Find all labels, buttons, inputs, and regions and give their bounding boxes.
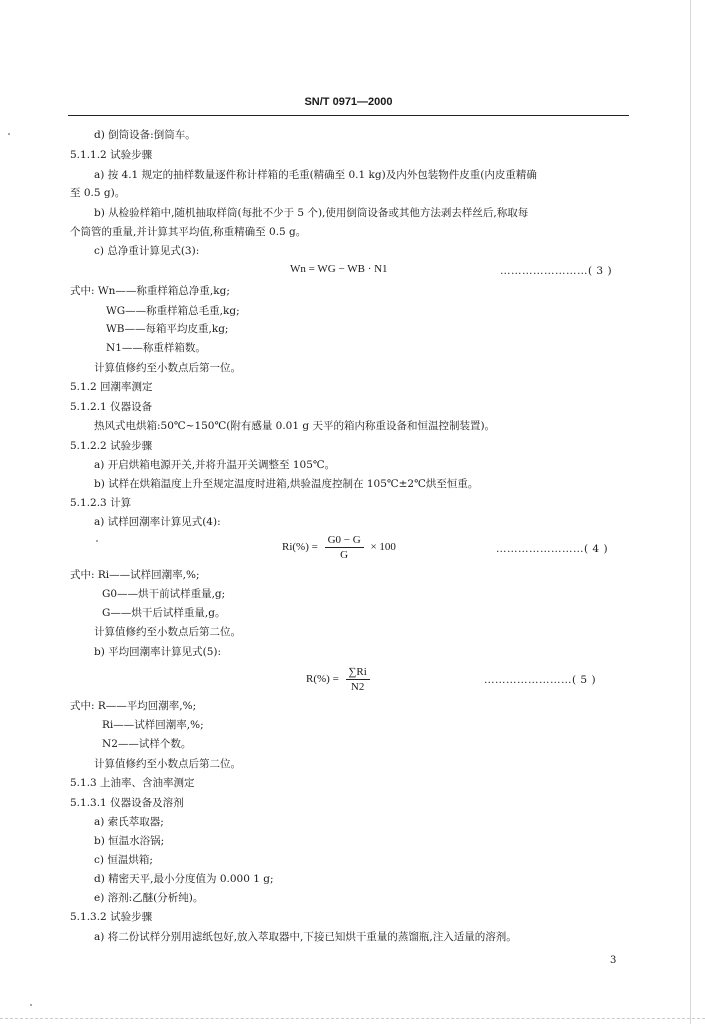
section-heading: 5.1.2.1 仪器设备: [70, 401, 153, 413]
header-rule: [68, 115, 629, 116]
section-heading: 5.1.3.1 仪器设备及溶剂: [70, 797, 184, 809]
list-item: a) 试样回潮率计算见式(4):: [94, 516, 221, 528]
definition-line: 式中: R——平均回潮率,%;: [70, 700, 197, 712]
list-item: c) 恒温烘箱;: [94, 854, 153, 866]
definition-line: N2——试样个数。: [102, 738, 192, 750]
formula-5-numerator: ∑Ri: [346, 665, 370, 680]
section-heading: 5.1.2.2 试验步骤: [70, 440, 153, 452]
list-item: e) 溶剂:乙醚(分析纯)。: [94, 892, 204, 904]
list-item: b) 试样在烘箱温度上升至规定温度时进箱,烘验温度控制在 105℃±2℃烘至恒重。: [94, 478, 479, 490]
definition-line: WG——称重样箱总毛重,kg;: [106, 305, 240, 317]
standard-number-header: SN/T 0971—2000: [304, 96, 393, 108]
paragraph-line: 计算值修约至小数点后第二位。: [94, 758, 241, 770]
formula-3: Wn = WG − WB · N1: [290, 263, 388, 275]
definition-line: 式中: Wn——称重样箱总净重,kg;: [70, 285, 230, 297]
formula-4-lhs: Ri(%) =: [282, 541, 318, 554]
paragraph-line: 计算值修约至小数点后第一位。: [94, 362, 241, 374]
scan-speck: [96, 540, 98, 542]
definition-line: 式中: Ri——试样回潮率,%;: [70, 569, 200, 581]
paragraph-line: 热风式电烘箱:50℃~150℃(附有感量 0.01 g 天平的箱内称重设备和恒温控制装置)。: [94, 420, 496, 432]
formula-4-numerator: G0 − G: [325, 533, 364, 548]
scan-bottom-line: [0, 1018, 705, 1019]
list-item: d) 倒筒设备:倒筒车。: [94, 129, 196, 141]
formula-5: [306, 665, 374, 694]
formula-4: [282, 533, 396, 562]
section-heading: 5.1.2.3 计算: [70, 497, 132, 509]
list-item: b) 平均回潮率计算见式(5):: [94, 646, 222, 658]
equation-number-4: ……………………( 4 ): [496, 543, 609, 555]
definition-line: G0——烘干前试样重量,g;: [102, 588, 226, 600]
section-heading: 5.1.3.2 试验步骤: [70, 911, 153, 923]
list-item: a) 将二份试样分别用滤纸包好,放入萃取器中,下接已知烘干重量的蒸馏瓶,注入适量的溶剂。: [94, 931, 517, 943]
list-item: a) 索氏萃取器;: [94, 816, 164, 828]
definition-line: N1——称重样箱数。: [106, 342, 206, 354]
paragraph-line: a) 按 4.1 规定的抽样数量逐件称计样箱的毛重(精确至 0.1 kg)及内外包装物件皮重(内皮重精确: [94, 169, 537, 181]
list-item: b) 恒温水浴锅;: [94, 835, 165, 847]
equation-number-5: ……………………( 5 ): [484, 674, 597, 686]
list-item: d) 精密天平,最小分度值为 0.000 1 g;: [94, 873, 274, 885]
paragraph-line: 个筒管的重量,并计算其平均值,称重精确至 0.5 g。: [70, 226, 307, 238]
definition-line: G——烘干后试样重量,g。: [102, 607, 226, 619]
section-heading: 5.1.1.2 试验步骤: [70, 149, 153, 161]
equation-number-3: ……………………( 3 ): [500, 265, 613, 277]
formula-5-lhs: R(%) =: [306, 673, 339, 686]
formula-4-fraction: [325, 533, 364, 562]
formula-4-denominator: G: [340, 549, 349, 561]
paragraph-line: 至 0.5 g)。: [70, 187, 126, 199]
paragraph-line: 计算值修约至小数点后第二位。: [94, 626, 241, 638]
formula-5-denominator: N2: [350, 681, 365, 693]
paragraph-line: c) 总净重计算见式(3):: [94, 245, 200, 257]
formula-4-tail: × 100: [370, 541, 396, 554]
definition-line: Ri——试样回潮率,%;: [102, 719, 204, 731]
scan-speck: [8, 133, 10, 135]
page-number: 3: [610, 955, 617, 966]
section-heading: 5.1.2 回潮率测定: [70, 381, 153, 393]
section-heading: 5.1.3 上油率、含油率测定: [70, 777, 195, 789]
definition-line: WB——每箱平均皮重,kg;: [106, 323, 229, 335]
formula-5-fraction: [346, 665, 370, 694]
paragraph-line: b) 从检验样箱中,随机抽取样筒(每批不少于 5 个),使用倒筒设备或其他方法剥去样丝后,称取每: [94, 207, 529, 219]
list-item: a) 开启烘箱电源开关,并将升温开关调整至 105℃。: [94, 459, 336, 471]
scan-speck: [30, 1004, 32, 1006]
scan-edge-line: [690, 0, 691, 1024]
